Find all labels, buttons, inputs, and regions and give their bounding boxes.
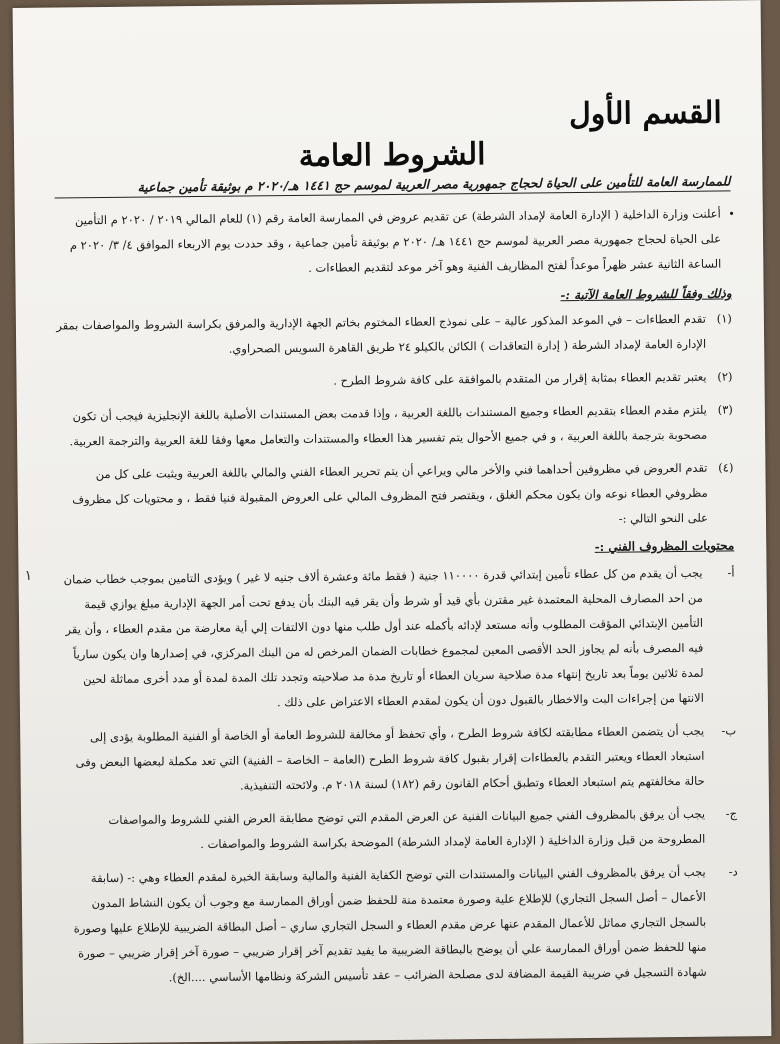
section-title: القسم الأول: [568, 95, 722, 133]
condition-number: (٣): [717, 402, 733, 417]
technical-item-d: [62, 859, 739, 991]
technical-item-letter: د-: [728, 864, 738, 879]
technical-item-text: يجب أن يتضمن العطاء مطابقته لكافة شروط الطرح ، وأي تحفظ أو مخالفة للشروط العامة أو الخاصة أو الفنية المطلوبة يؤدى إلى استبعاد العطاء ويعتبر التقدم بالعطاءات إقرار بقبول كافة شروط الطرح (العامة – الخاصة – الفنية) التي تعد مكملة لبعضها البعض وفى حالة مخالفتهم يتم استبعاد العطاء وتطبق أحكام القانون رقم (١٨٢) لسنة ٢٠١٨ م. ولائحته التنفيذية.: [75, 723, 705, 793]
intro-text: أعلنت وزارة الداخلية ( الإدارة العامة لإمداد الشرطة) عن تقديم عروض في الممارسة العامة رقم (١) للعام المالي ٢٠١٩ / ٢٠٢٠ م التأمين على الحياة لحجاج جمهورية مصر العربية لموسم حج ١٤٤١ هـ/ ٢٠٢٠ م بوثيقة تأمين جماعية ، وقد حددت يوم الاربعاء الموافق ٤/ ٣/ ٢٠٢٠ م الساعة الثانية عشر ظهراً موعداً لفتح المظاريف الفنية وهو آخر موعد لتقديم العطاءات .: [69, 206, 722, 275]
technical-item-text: يجب أن يرفق بالمظروف الفني البيانات والمستندات التي توضح الكفاية الفنية والمالية وسابقة الخبرة لمقدم العطاء وهي :- (سابقة الأعمال – أصل السجل التجاري) للإطلاع علية وصورة معتمدة منة للحفظ ضمن أوراق الممارسة مع وجوب أن يكون النشاط المدون بالسجل التجاري مماثل للأعمال المقدم عنها عرض مقدم العطاء و السجل التجاري ساري – أصل البطاقة الضريبية للإطلاع عليها وصورة منها للحفظ ضمن أوراق الممارسة علي أن يوضح بالبطاقة الضريبية ما يفيد تقديم آخر إقرار ضريبي – صورة آخر إقرار ضريبي – صورة شهادة التسجيل في ضريبة القيمة المضافة لدى مصلحة الضرائب – عقد تأسيس الشركة ونظامها الأساسي ....الخ).: [73, 864, 707, 985]
intro-paragraph: [55, 201, 735, 283]
condition-number: (٤): [718, 460, 734, 475]
technical-item-letter: أ-: [727, 565, 735, 580]
condition-item-4: [57, 455, 734, 537]
condition-item-1: [56, 306, 732, 363]
technical-item-text: يجب أن يقدم من كل عطاء تأمين إبتدائي قدرة ١١٠٠٠٠ جنية ( فقط مائة وعشرة ألاف جنيه لا غير ) ويؤدى التامين بموجب خطاب ضمان من احد المصارف المحلية المعتمدة غير مقترن بأي قيد أو شرط وأن يقر فيه البنك بأن يدفع تحت أمر الجهة الإدارية مبلغ يوازي قيمة التأمين الإبتدائي المؤقت المطلوب وأنه مستعد لإدائه بأكمله عند أول طلب منها دون الالتفات إلي أية معارضة من مقدم العطاء ، وأن يقر فيه المصرف بأنه لم يجاوز الحد الأقصى المعين لمجموع خطابات الضمان المرخص له من البنك المركزي، في إصدارها وان يكون سارياً لمدة ثلاثين يوماً بعد تاريخ إنتهاء مدة صلاحية سريان العطاء أو تاريخ مدة مد صلاحيته وتجدد تلك المدة لمدة أو مدد أخرى مماثلة لحين الانتها من إجراءات البت والاخطار بالقبول دون أن يكون لمقدم العطاء الاعتراض على ذلك .: [63, 565, 704, 710]
condition-item-3: [57, 397, 733, 454]
condition-number: (٢): [717, 369, 733, 384]
condition-item-2: [56, 364, 732, 396]
condition-text: يعتبر تقديم العطاء بمثابة إقرار من المتقدم بالموافقة على كافة شروط الطرح .: [333, 369, 707, 388]
condition-text: تقدم العطاءات – في الموعد المذكور عالية – على نموذج العطاء المختوم بخاتم الجهة الإدارية والمرفق بكراسة الشروط والمواصفات بمقر الإدارة العامة لإمداد الشرطة ( إدارة التعاقدات ) الكائن بالكيلو ٢٤ طريق القاهرة السويس الصحراوي.: [56, 311, 707, 356]
technical-item-letter: ب-: [721, 723, 737, 738]
technical-item-b: [60, 718, 737, 800]
main-title: الشروط العامة: [298, 137, 486, 174]
condition-text: تقدم العروض في مظروفين أحداهما فني والأخر مالي ويراعي أن يتم تحرير العطاء الفني والمالي باللغة العربية ويثبت على كل من مظروفي العطاء نوعه وان يكون محكم الغلق ، ويقتصر فتح المظروف المالي على العروض المقبولة فنيا فقط ، و محتويات كل مظروف على النحو التالي :-: [72, 460, 709, 526]
technical-item-c: [61, 801, 737, 858]
document-content: [54, 95, 739, 999]
technical-item-text: يجب أن يرفق بالمظروف الفني جميع البيانات الفنية عن العرض المقدم التي توضح مطابقة العرض الفني للشروط والمواصفات المطروحة من قبل وزارة الداخلية ( الإدارة العامة لإمداد الشرطة) الموضحة بكراسة الشروط والمواصفات .: [108, 806, 706, 852]
document-page: [13, 0, 772, 1044]
condition-number: (١): [716, 311, 732, 326]
conditions-heading: وذلك وفقاً للشروط العامة الآتية :-: [560, 286, 732, 303]
technical-envelope-heading: محتويات المظروف الفني :-: [594, 538, 735, 554]
document-subtitle: للممارسة العامة للتأمين على الحياة لحجاج جمهورية مصر العربية لموسم حج ١٤٤١ هـ/٢٠٢٠ م بوثيقة تأمين جماعية: [54, 173, 730, 198]
technical-item-a: [58, 560, 736, 717]
technical-item-letter: ج-: [725, 806, 738, 821]
margin-mark: ١: [24, 567, 33, 584]
condition-text: يلتزم مقدم العطاء بتقديم العطاء وجميع المستندات باللغة العربية ، وإذا قدمت بعض المستندات الأصلية باللغة الإنجليزية فيجب أن تكون مصحوبة بترجمة باللغة العربية ، و في جميع الأحوال يتم تفسير هذا العطاء والمستندات والتعامل معها وفقا للغة العربية والترجمة العربية.: [69, 402, 708, 449]
bullet-icon: •: [728, 207, 735, 221]
